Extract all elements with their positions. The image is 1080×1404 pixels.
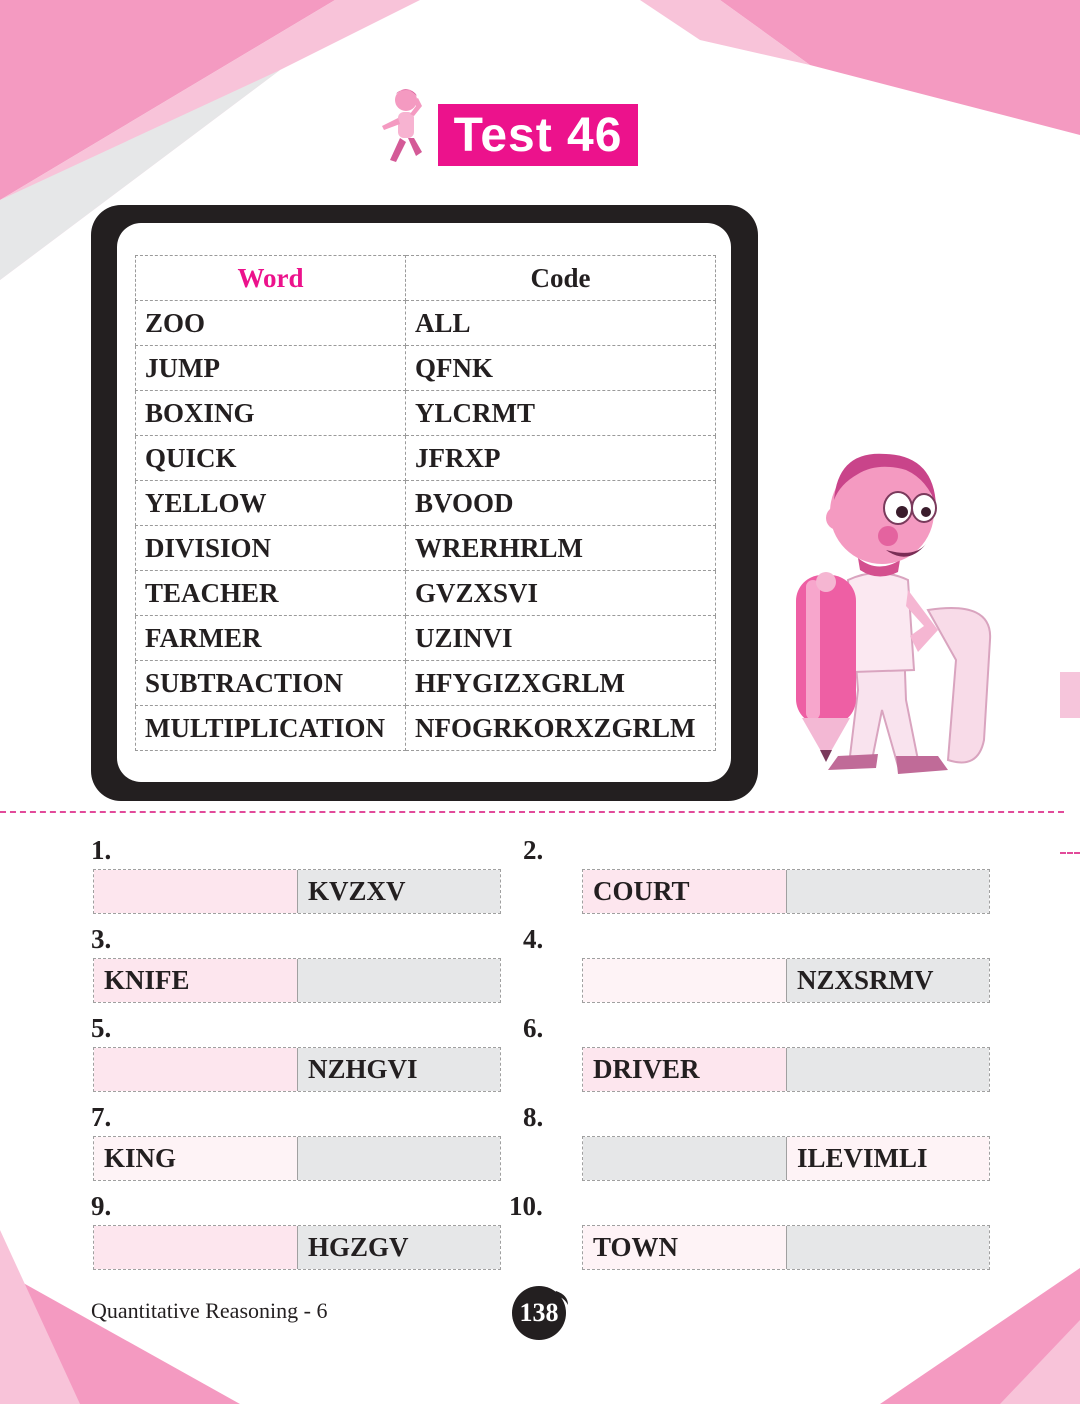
answer-row <box>93 869 501 914</box>
table-row <box>136 301 716 346</box>
answer-word-cell: KNIFE <box>94 959 297 1002</box>
answer-row <box>93 1225 501 1270</box>
word-cell: TEACHER <box>136 571 406 616</box>
word-cell: ZOO <box>136 301 406 346</box>
word-cell: DIVISION <box>136 526 406 571</box>
table-frame <box>91 205 758 801</box>
answer-row <box>582 869 990 914</box>
code-cell: UZINVI <box>406 616 716 661</box>
table-row <box>136 346 716 391</box>
book-title: Quantitative Reasoning - 6 <box>91 1298 328 1323</box>
boy-with-pencil-illustration <box>778 440 1014 780</box>
table-row <box>136 706 716 751</box>
header-code: Code <box>406 256 716 301</box>
table-row <box>136 526 716 571</box>
question-number: 1. <box>91 835 112 865</box>
word-cell: MULTIPLICATION <box>136 706 406 751</box>
answer-row <box>93 1047 501 1092</box>
code-cell: QFNK <box>406 346 716 391</box>
table-row <box>136 391 716 436</box>
answer-word-cell: COURT <box>583 870 786 913</box>
answer-word-input[interactable] <box>94 1048 297 1091</box>
question-number: 9. <box>91 1191 112 1221</box>
word-cell: YELLOW <box>136 481 406 526</box>
answer-word-input[interactable] <box>94 1226 297 1269</box>
answer-code-input[interactable] <box>297 1137 500 1180</box>
question-number: 4. <box>523 924 544 954</box>
answer-code-cell: ILEVIMLI <box>786 1137 989 1180</box>
table-frame-inner <box>117 223 731 782</box>
code-cell: BVOOD <box>406 481 716 526</box>
answer-code-cell: KVZXV <box>297 870 500 913</box>
question-number: 5. <box>91 1013 112 1043</box>
answer-word-cell: TOWN <box>583 1226 786 1269</box>
code-table <box>135 255 716 751</box>
answer-word-input[interactable] <box>583 959 786 1002</box>
code-cell: YLCRMT <box>406 391 716 436</box>
answer-word-cell: KING <box>94 1137 297 1180</box>
code-cell: NFOGRKORXZGRLM <box>406 706 716 751</box>
answer-row <box>582 1225 990 1270</box>
word-cell: BOXING <box>136 391 406 436</box>
question-number: 10. <box>509 1191 543 1221</box>
answer-code-input[interactable] <box>786 870 989 913</box>
answer-code-cell: HGZGV <box>297 1226 500 1269</box>
code-cell: JFRXP <box>406 436 716 481</box>
answer-row <box>582 1047 990 1092</box>
code-cell: WRERHRLM <box>406 526 716 571</box>
word-cell: SUBTRACTION <box>136 661 406 706</box>
answer-row <box>93 1136 501 1181</box>
answer-row <box>93 958 501 1003</box>
question-number: 8. <box>523 1102 544 1132</box>
page-title: Test 46 <box>438 104 638 166</box>
table-row <box>136 661 716 706</box>
table-row <box>136 616 716 661</box>
code-cell: ALL <box>406 301 716 346</box>
page-number-text: 138 <box>519 1298 559 1327</box>
header-word: Word <box>136 256 406 301</box>
word-cell: JUMP <box>136 346 406 391</box>
girl-thinking-icon <box>376 86 432 166</box>
page-number <box>506 1285 572 1341</box>
table-header-row <box>136 256 716 301</box>
answer-word-input[interactable] <box>94 870 297 913</box>
code-cell: HFYGIZXGRLM <box>406 661 716 706</box>
question-number: 7. <box>91 1102 112 1132</box>
answer-code-input[interactable] <box>297 959 500 1002</box>
code-cell: GVZXSVI <box>406 571 716 616</box>
answer-code-cell: NZXSRMV <box>786 959 989 1002</box>
table-row <box>136 481 716 526</box>
table-row <box>136 571 716 616</box>
section-divider-side <box>1060 852 1080 854</box>
question-number: 3. <box>91 924 112 954</box>
answer-code-cell: NZHGVI <box>297 1048 500 1091</box>
table-row <box>136 436 716 481</box>
question-number: 6. <box>523 1013 544 1043</box>
answer-code-input[interactable] <box>786 1048 989 1091</box>
word-cell: FARMER <box>136 616 406 661</box>
answer-row <box>582 1136 990 1181</box>
question-number: 2. <box>523 835 544 865</box>
section-divider <box>0 811 1064 813</box>
answer-word-cell: DRIVER <box>583 1048 786 1091</box>
word-cell: QUICK <box>136 436 406 481</box>
side-tab <box>1060 672 1080 718</box>
answer-code-input[interactable] <box>786 1226 989 1269</box>
answer-row <box>582 958 990 1003</box>
answer-word-input[interactable] <box>583 1137 786 1180</box>
